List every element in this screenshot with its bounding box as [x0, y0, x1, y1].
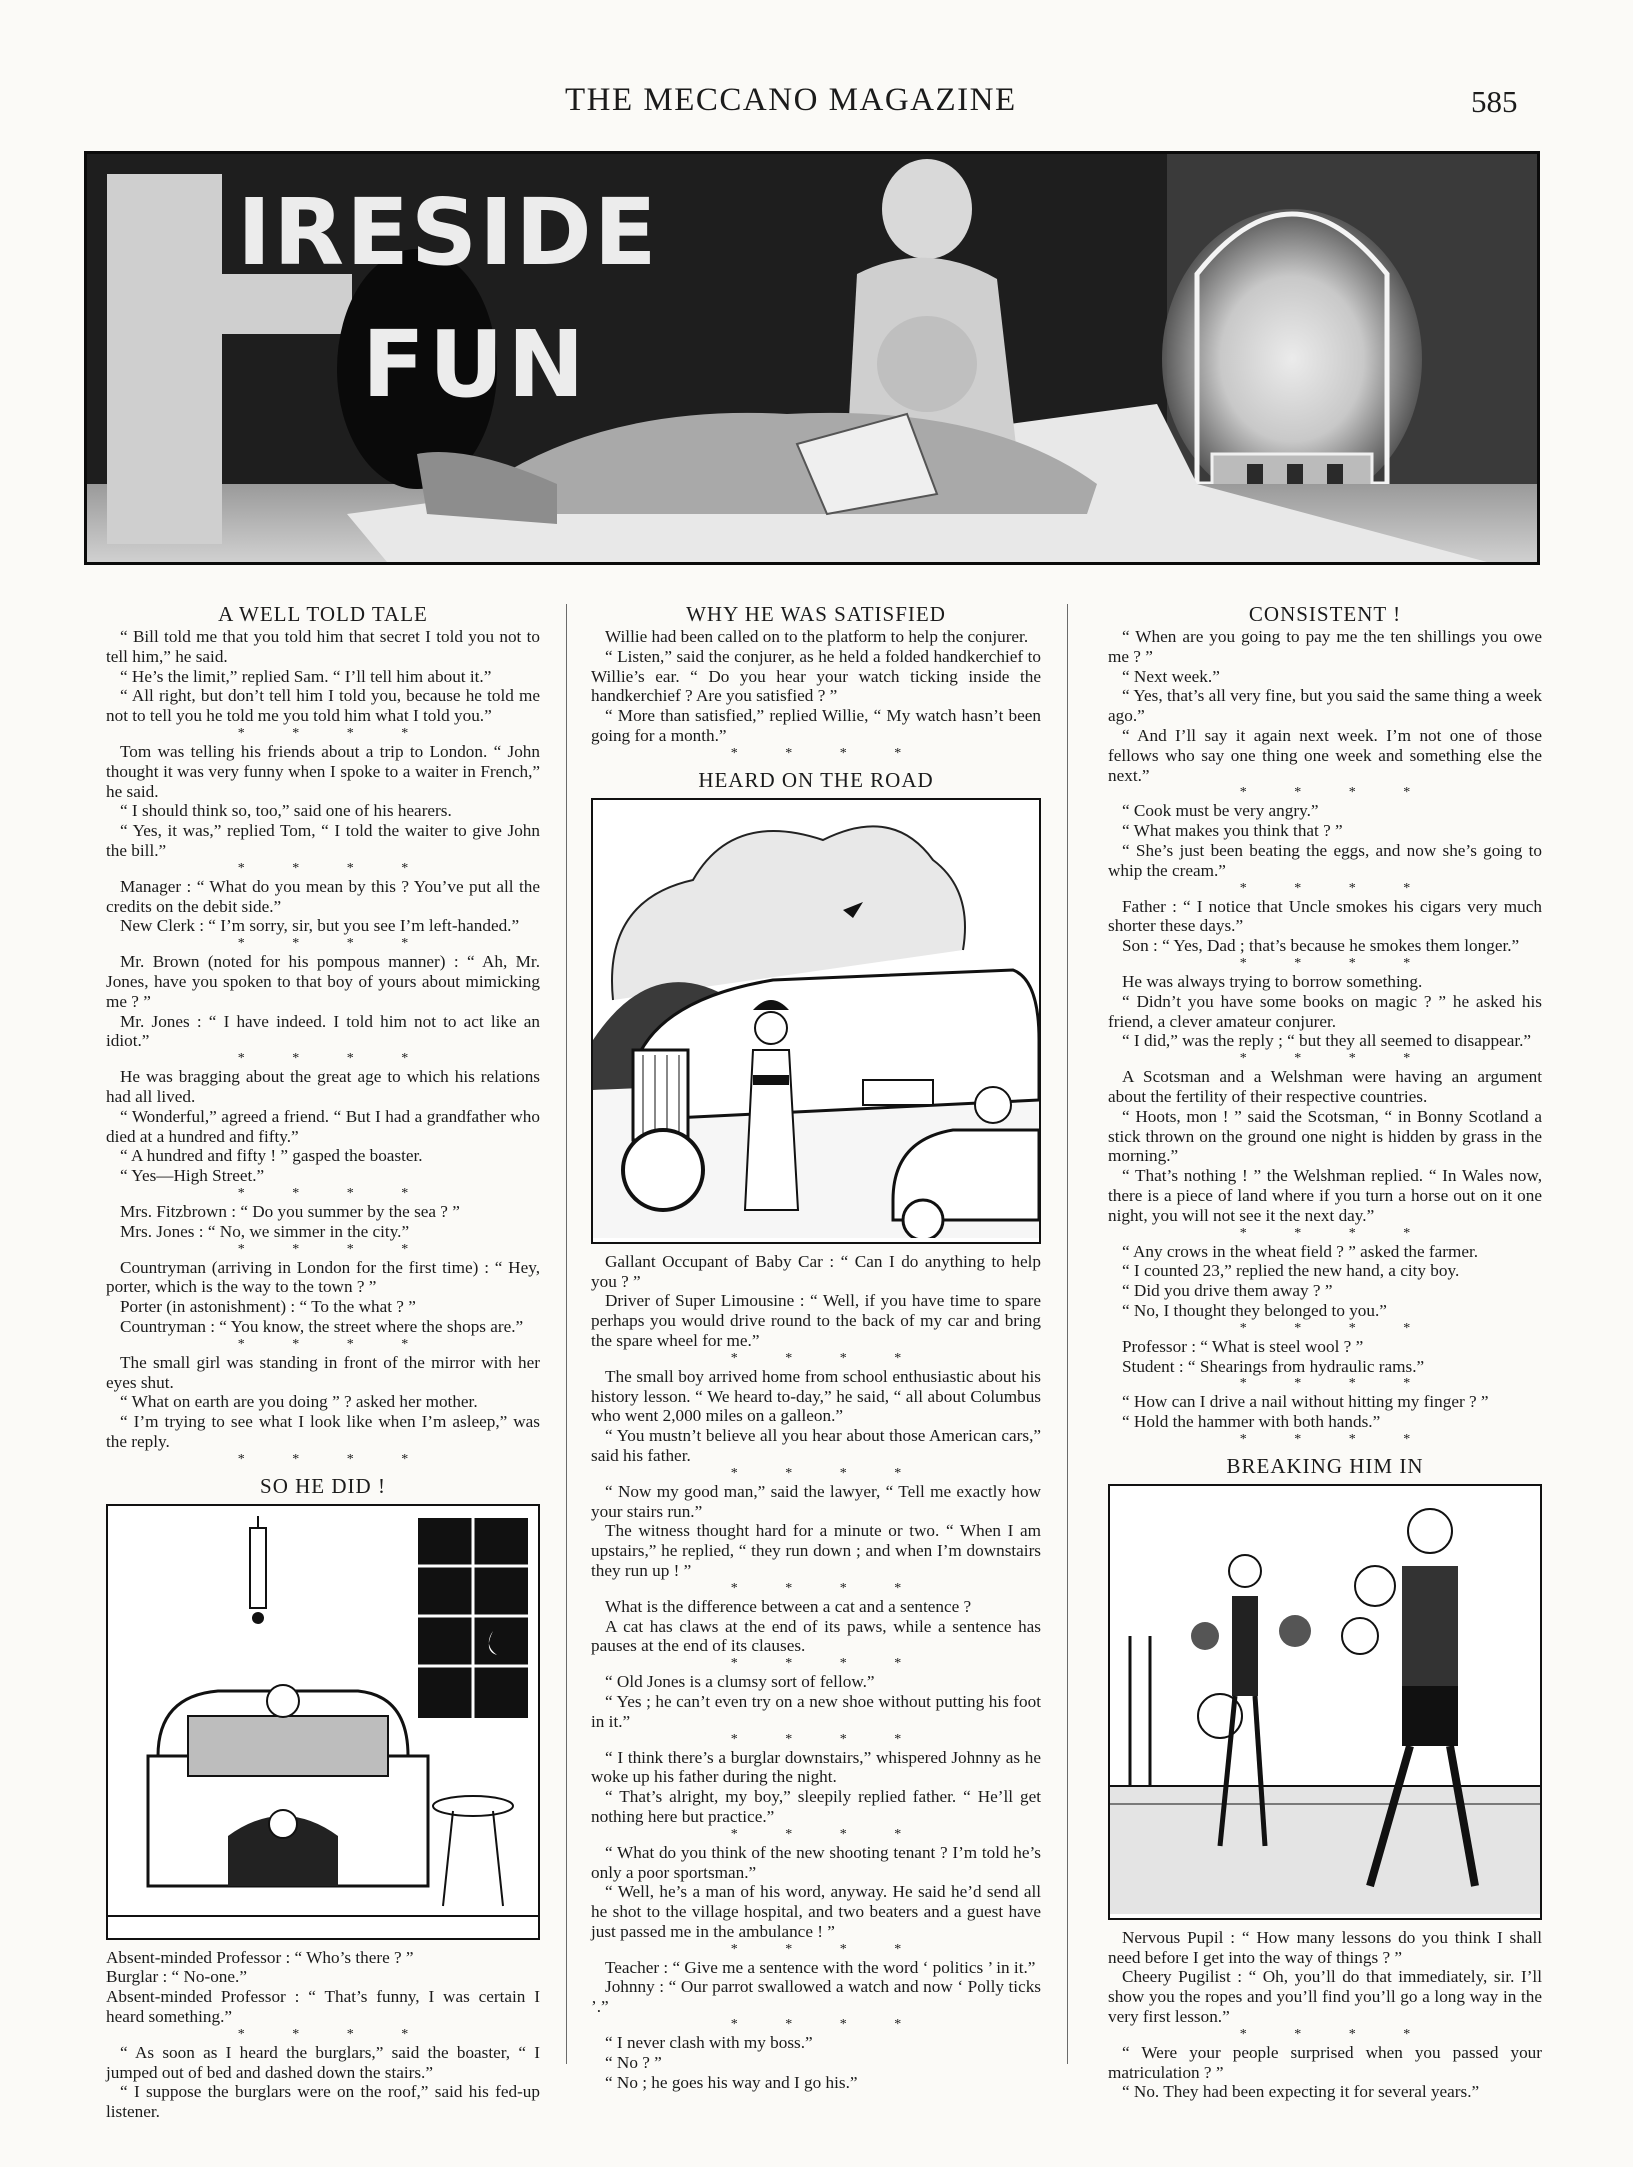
separator: * * * * — [730, 1350, 924, 1366]
joke-line: “ And I’ll say it again next week. I’m not one of those fellows who say one thing one week and something else the next.” — [1108, 725, 1542, 785]
heading-why-he-was-satisfied: WHY HE WAS SATISFIED — [686, 602, 946, 626]
joke-line: “ No ; he goes his way and I go his.” — [605, 2072, 858, 2092]
separator: * * * * — [1239, 785, 1433, 801]
separator: * * * * — [1239, 1376, 1433, 1392]
joke-line: Absent-minded Professor : “ Who’s there ? ” — [106, 1947, 414, 1967]
joke-line: “ I never clash with my boss.” — [605, 2033, 813, 2053]
separator: * * * * — [730, 1580, 924, 1596]
page-number: 585 — [1471, 84, 1518, 119]
joke-line: Professor : “ What is steel wool ? ” — [1122, 1336, 1364, 1356]
joke — [591, 1597, 1041, 1656]
joke-line: A cat has claws at the end of its paws, while a sentence has pauses at the end of its clauses. — [591, 1616, 1041, 1656]
joke-line: “ Next week.” — [1122, 666, 1220, 686]
cars-on-road-drawing — [593, 800, 1039, 1238]
joke-line: He was bragging about the great age to which his relations had all lived. — [106, 1067, 540, 1106]
joke-line: “ That’s alright, my boy,” sleepily replied father. “ He’ll get nothing here but practice.” — [591, 1787, 1041, 1826]
boxing-cartoon — [1108, 1484, 1542, 1920]
joke — [1108, 1928, 1542, 2027]
joke-line: Mr. Jones : “ I have indeed. I told him not to act like an idiot.” — [106, 1011, 540, 1051]
separator: * * * * — [1239, 2026, 1433, 2042]
joke — [591, 627, 1041, 746]
joke-line: “ I think there’s a burglar downstairs,” whispered Johnny as he woke up his father during the night. — [591, 1747, 1041, 1787]
joke-line: The witness thought hard for a minute or two. “ When I am upstairs,” he replied, “ they run down ; and when I’m downstairs they run up ! ” — [591, 1521, 1041, 1580]
joke-line: The small boy arrived home from school enthusiastic about his history lesson. “ We heard to-day,” he said, “ all about Columbus who went 2,000 miles on a galleon.” — [591, 1366, 1041, 1426]
joke — [106, 2043, 540, 2122]
joke-line: The small girl was standing in front of the mirror with her eyes shut. — [106, 1352, 540, 1392]
joke-line: “ Bill told me that you told him that secret I told you not to tell him,” he said. — [106, 627, 540, 666]
separator: * * * * — [237, 1185, 431, 1201]
joke-line: “ Wonderful,” agreed a friend. “ But I had a grandfather who died at a hundred and fifty.” — [106, 1106, 540, 1146]
joke-line: “ Yes, that’s all very fine, but you said the same thing a week ago.” — [1108, 686, 1542, 726]
joke-line: Willie had been called on to the platform to help the conjurer. — [605, 627, 1029, 646]
joke-line: “ I’m trying to see what I look like when I’m asleep,” was the reply. — [106, 1412, 540, 1451]
joke-line: “ I suppose the burglars were on the roof,” said his fed-up listener. — [106, 2082, 540, 2122]
joke-line: “ Yes, it was,” replied Tom, “ I told the waiter to give John the bill.” — [106, 821, 540, 860]
joke — [106, 877, 540, 936]
joke — [591, 1958, 1041, 2017]
joke-line: “ Yes—High Street.” — [120, 1166, 265, 1186]
joke-line: “ She’s just been beating the eggs, and now she’s going to whip the cream.” — [1108, 840, 1542, 880]
separator: * * * * — [730, 1731, 924, 1747]
separator: * * * * — [237, 936, 431, 952]
joke — [1108, 1392, 1542, 1432]
joke-line: “ Cook must be very angry.” — [1122, 801, 1319, 821]
separator: * * * * — [730, 1656, 924, 1672]
heading-breaking-him-in: BREAKING HIM IN — [1226, 1453, 1424, 1478]
separator: * * * * — [1239, 1051, 1433, 1067]
heading-a-well-told-tale: A WELL TOLD TALE — [218, 602, 428, 626]
separator: * * * * — [730, 745, 924, 761]
joke-line: Manager : “ What do you mean by this ? You’ve put all the credits on the debit side.” — [106, 876, 540, 916]
joke-line: Mrs. Jones : “ No, we simmer in the city.” — [120, 1221, 410, 1241]
joke — [1108, 801, 1542, 880]
separator: * * * * — [730, 1465, 924, 1481]
joke-line: Mr. Brown (noted for his pompous manner) : “ Ah, Mr. Jones, have you spoken to that boy of yours about mimicking me ? ” — [106, 952, 540, 1011]
joke-line: Countryman : “ You know, the street where the shops are.” — [120, 1316, 524, 1336]
joke — [591, 1672, 1041, 1731]
joke-line: Student : “ Shearings from hydraulic rams.” — [1122, 1356, 1425, 1376]
joke-line: “ Did you drive them away ? ” — [1122, 1281, 1333, 1301]
magazine-title: THE MECCANO MAGAZINE — [565, 82, 1017, 118]
banner-title-line1: IRESIDE — [237, 179, 659, 286]
separator: * * * * — [1239, 1225, 1433, 1241]
joke-line: “ How can I drive a nail without hitting my finger ? ” — [1122, 1392, 1489, 1412]
joke-line: Gallant Occupant of Baby Car : “ Can I do anything to help you ? ” — [591, 1251, 1041, 1291]
joke-line: “ I should think so, too,” said one of his hearers. — [120, 801, 452, 821]
column-rule-2 — [1067, 604, 1068, 2064]
joke — [1108, 1337, 1542, 1377]
separator: * * * * — [237, 1451, 431, 1467]
joke — [106, 1258, 540, 1337]
joke — [591, 1252, 1041, 1351]
joke — [1108, 1242, 1542, 1321]
column-2 — [591, 596, 1041, 2092]
joke — [591, 2033, 1041, 2092]
joke-line: “ All right, but don’t tell him I told you, because he told me not to tell you he told me you told him what I told you.” — [106, 686, 540, 726]
heading-heard-on-the-road: HEARD ON THE ROAD — [698, 767, 934, 792]
separator: * * * * — [237, 1336, 431, 1352]
joke-line: “ What makes you think that ? ” — [1122, 821, 1343, 841]
joke — [1108, 972, 1542, 1051]
joke-line: Cheery Pugilist : “ Oh, you’ll do that immediately, sir. I’ll show you the ropes and you’ll find you’ll go a long way in the very first lesson.” — [1108, 1967, 1542, 2027]
fireside-fun-banner — [84, 151, 1540, 565]
separator: * * * * — [730, 1826, 924, 1842]
joke-line: “ No ? ” — [605, 2052, 662, 2072]
joke-line: “ Didn’t you have some books on magic ? ” he asked his friend, a clever amateur conjurer. — [1108, 991, 1542, 1031]
joke-line: “ What do you think of the new shooting tenant ? I’m told he’s only a poor sportsman.” — [591, 1842, 1041, 1882]
separator: * * * * — [1239, 955, 1433, 971]
banner-title-line2: FUN — [362, 311, 589, 418]
joke-line: “ No, I thought they belonged to you.” — [1122, 1300, 1387, 1320]
joke — [591, 1748, 1041, 1827]
joke-line: New Clerk : “ I’m sorry, sir, but you see I’m left-handed.” — [120, 916, 520, 936]
joke — [106, 1353, 540, 1452]
column-3 — [1108, 596, 1542, 2102]
joke-line: Absent-minded Professor : “ That’s funny, I was certain I heard something.” — [106, 1987, 540, 2027]
separator: * * * * — [730, 1941, 924, 1957]
joke-line: A Scotsman and a Welshman were having an argument about the fertility of their respective countries. — [1108, 1067, 1542, 1106]
joke-line: “ As soon as I heard the burglars,” said the boaster, “ I jumped out of bed and dashed down the stairs.” — [106, 2042, 540, 2082]
bedroom-cartoon — [106, 1504, 540, 1940]
joke-line: “ Hold the hammer with both hands.” — [1122, 1412, 1381, 1432]
joke-line: Teacher : “ Give me a sentence with the word ‘ politics ’ in it.” — [605, 1957, 1036, 1977]
joke-line: “ Any crows in the wheat field ? ” asked the farmer. — [1122, 1241, 1479, 1261]
joke-line: “ He’s the limit,” replied Sam. “ I’ll tell him about it.” — [120, 666, 492, 686]
joke — [106, 1067, 540, 1186]
joke-line: Nervous Pupil : “ How many lessons do you think I shall need before I get into the way of things ? ” — [1108, 1927, 1542, 1967]
joke — [591, 1482, 1041, 1581]
joke-line: “ I did,” was the reply ; “ but they all seemed to disappear.” — [1122, 1031, 1532, 1051]
joke-line: “ Well, he’s a man of his word, anyway. He said he’d send all he shot to the village hospital, and two beaters and a guest have just passed me in the ambulance ! ” — [591, 1882, 1041, 1941]
joke-line: “ That’s nothing ! ” the Welshman replied. “ In Wales now, there is a piece of land where if you turn a horse out on it one night, you will not see it the next day.” — [1108, 1166, 1542, 1225]
separator: * * * * — [237, 2026, 431, 2042]
joke — [106, 952, 540, 1051]
separator: * * * * — [1239, 880, 1433, 896]
joke-line: He was always trying to borrow something. — [1122, 971, 1423, 991]
joke — [1108, 2043, 1542, 2102]
joke-line: “ No. They had been expecting it for several years.” — [1122, 2082, 1480, 2102]
joke — [1108, 627, 1542, 785]
joke-line: Burglar : “ No-one.” — [106, 1967, 247, 1987]
joke-line: “ When are you going to pay me the ten shillings you owe me ? ” — [1108, 627, 1542, 666]
road-cartoon — [591, 798, 1041, 1244]
joke-line: “ Were your people surprised when you passed your matriculation ? ” — [1108, 2042, 1542, 2082]
joke — [1108, 897, 1542, 956]
joke — [106, 1948, 540, 2027]
separator: * * * * — [237, 1051, 431, 1067]
separator: * * * * — [237, 725, 431, 741]
joke-line: Johnny : “ Our parrot swallowed a watch and now ‘ Polly ticks ’.” — [591, 1977, 1041, 2017]
separator: * * * * — [730, 2017, 924, 2033]
joke-line: “ Hoots, mon ! ” said the Scotsman, “ in Bonny Scotland a stick thrown on the ground one night is hidden by grass in the morning.” — [1108, 1106, 1542, 1166]
joke-line: What is the difference between a cat and a sentence ? — [605, 1596, 972, 1616]
joke-line: “ You mustn’t believe all you hear about those American cars,” said his father. — [591, 1426, 1041, 1465]
joke-line: Porter (in astonishment) : “ To the what ? ” — [120, 1297, 416, 1317]
separator: * * * * — [237, 1241, 431, 1257]
joke — [591, 1843, 1041, 1942]
separator: * * * * — [1239, 1320, 1433, 1336]
joke-line: “ I counted 23,” replied the new hand, a city boy. — [1122, 1261, 1460, 1281]
separator: * * * * — [237, 860, 431, 876]
joke-line: “ More than satisfied,” replied Willie, “ My watch hasn’t been going for a month.” — [591, 706, 1041, 745]
joke-line: “ Listen,” said the conjurer, as he held a folded handkerchief to Willie’s ear. “ Do you hear your watch ticking inside the handkerchief ? Are you satisfied ? ” — [591, 646, 1041, 706]
column-1 — [106, 596, 540, 2122]
banner-illustration — [87, 154, 1537, 562]
joke-line: “ What on earth are you doing ” ? asked her mother. — [120, 1392, 478, 1412]
burglar-under-bed-drawing — [108, 1506, 538, 1934]
joke-line: Mrs. Fitzbrown : “ Do you summer by the sea ? ” — [120, 1201, 460, 1221]
joke — [106, 627, 540, 726]
joke — [106, 1202, 540, 1242]
joke-line: “ Old Jones is a clumsy sort of fellow.” — [605, 1672, 875, 1692]
joke-line: “ A hundred and fifty ! ” gasped the boaster. — [120, 1146, 423, 1166]
joke-line: Tom was telling his friends about a trip to London. “ John thought it was very funny when I spoke to a waiter in French,” he said. — [106, 741, 540, 801]
joke-line: “ Now my good man,” said the lawyer, “ Tell me exactly how your stairs run.” — [591, 1481, 1041, 1521]
joke-line: “ Yes ; he can’t even try on a new shoe without putting his foot in it.” — [591, 1691, 1041, 1731]
joke — [106, 742, 540, 861]
joke-line: Countryman (arriving in London for the first time) : “ Hey, porter, which is the way to the town ? ” — [106, 1257, 540, 1297]
boxing-lesson-drawing — [1110, 1486, 1540, 1914]
joke — [591, 1367, 1041, 1466]
column-rule-1 — [566, 604, 567, 2064]
heading-consistent: CONSISTENT ! — [1248, 602, 1402, 626]
separator: * * * * — [1239, 1431, 1433, 1447]
joke-line: Father : “ I notice that Uncle smokes his cigars very much shorter these days.” — [1108, 896, 1542, 936]
joke-line: Son : “ Yes, Dad ; that’s because he smokes them longer.” — [1122, 936, 1520, 956]
joke-line: Driver of Super Limousine : “ Well, if you have time to spare perhaps you would drive round to the back of my car and bring the spare wheel for me.” — [591, 1291, 1041, 1350]
heading-so-he-did: SO HE DID ! — [260, 1473, 386, 1498]
joke — [1108, 1067, 1542, 1225]
